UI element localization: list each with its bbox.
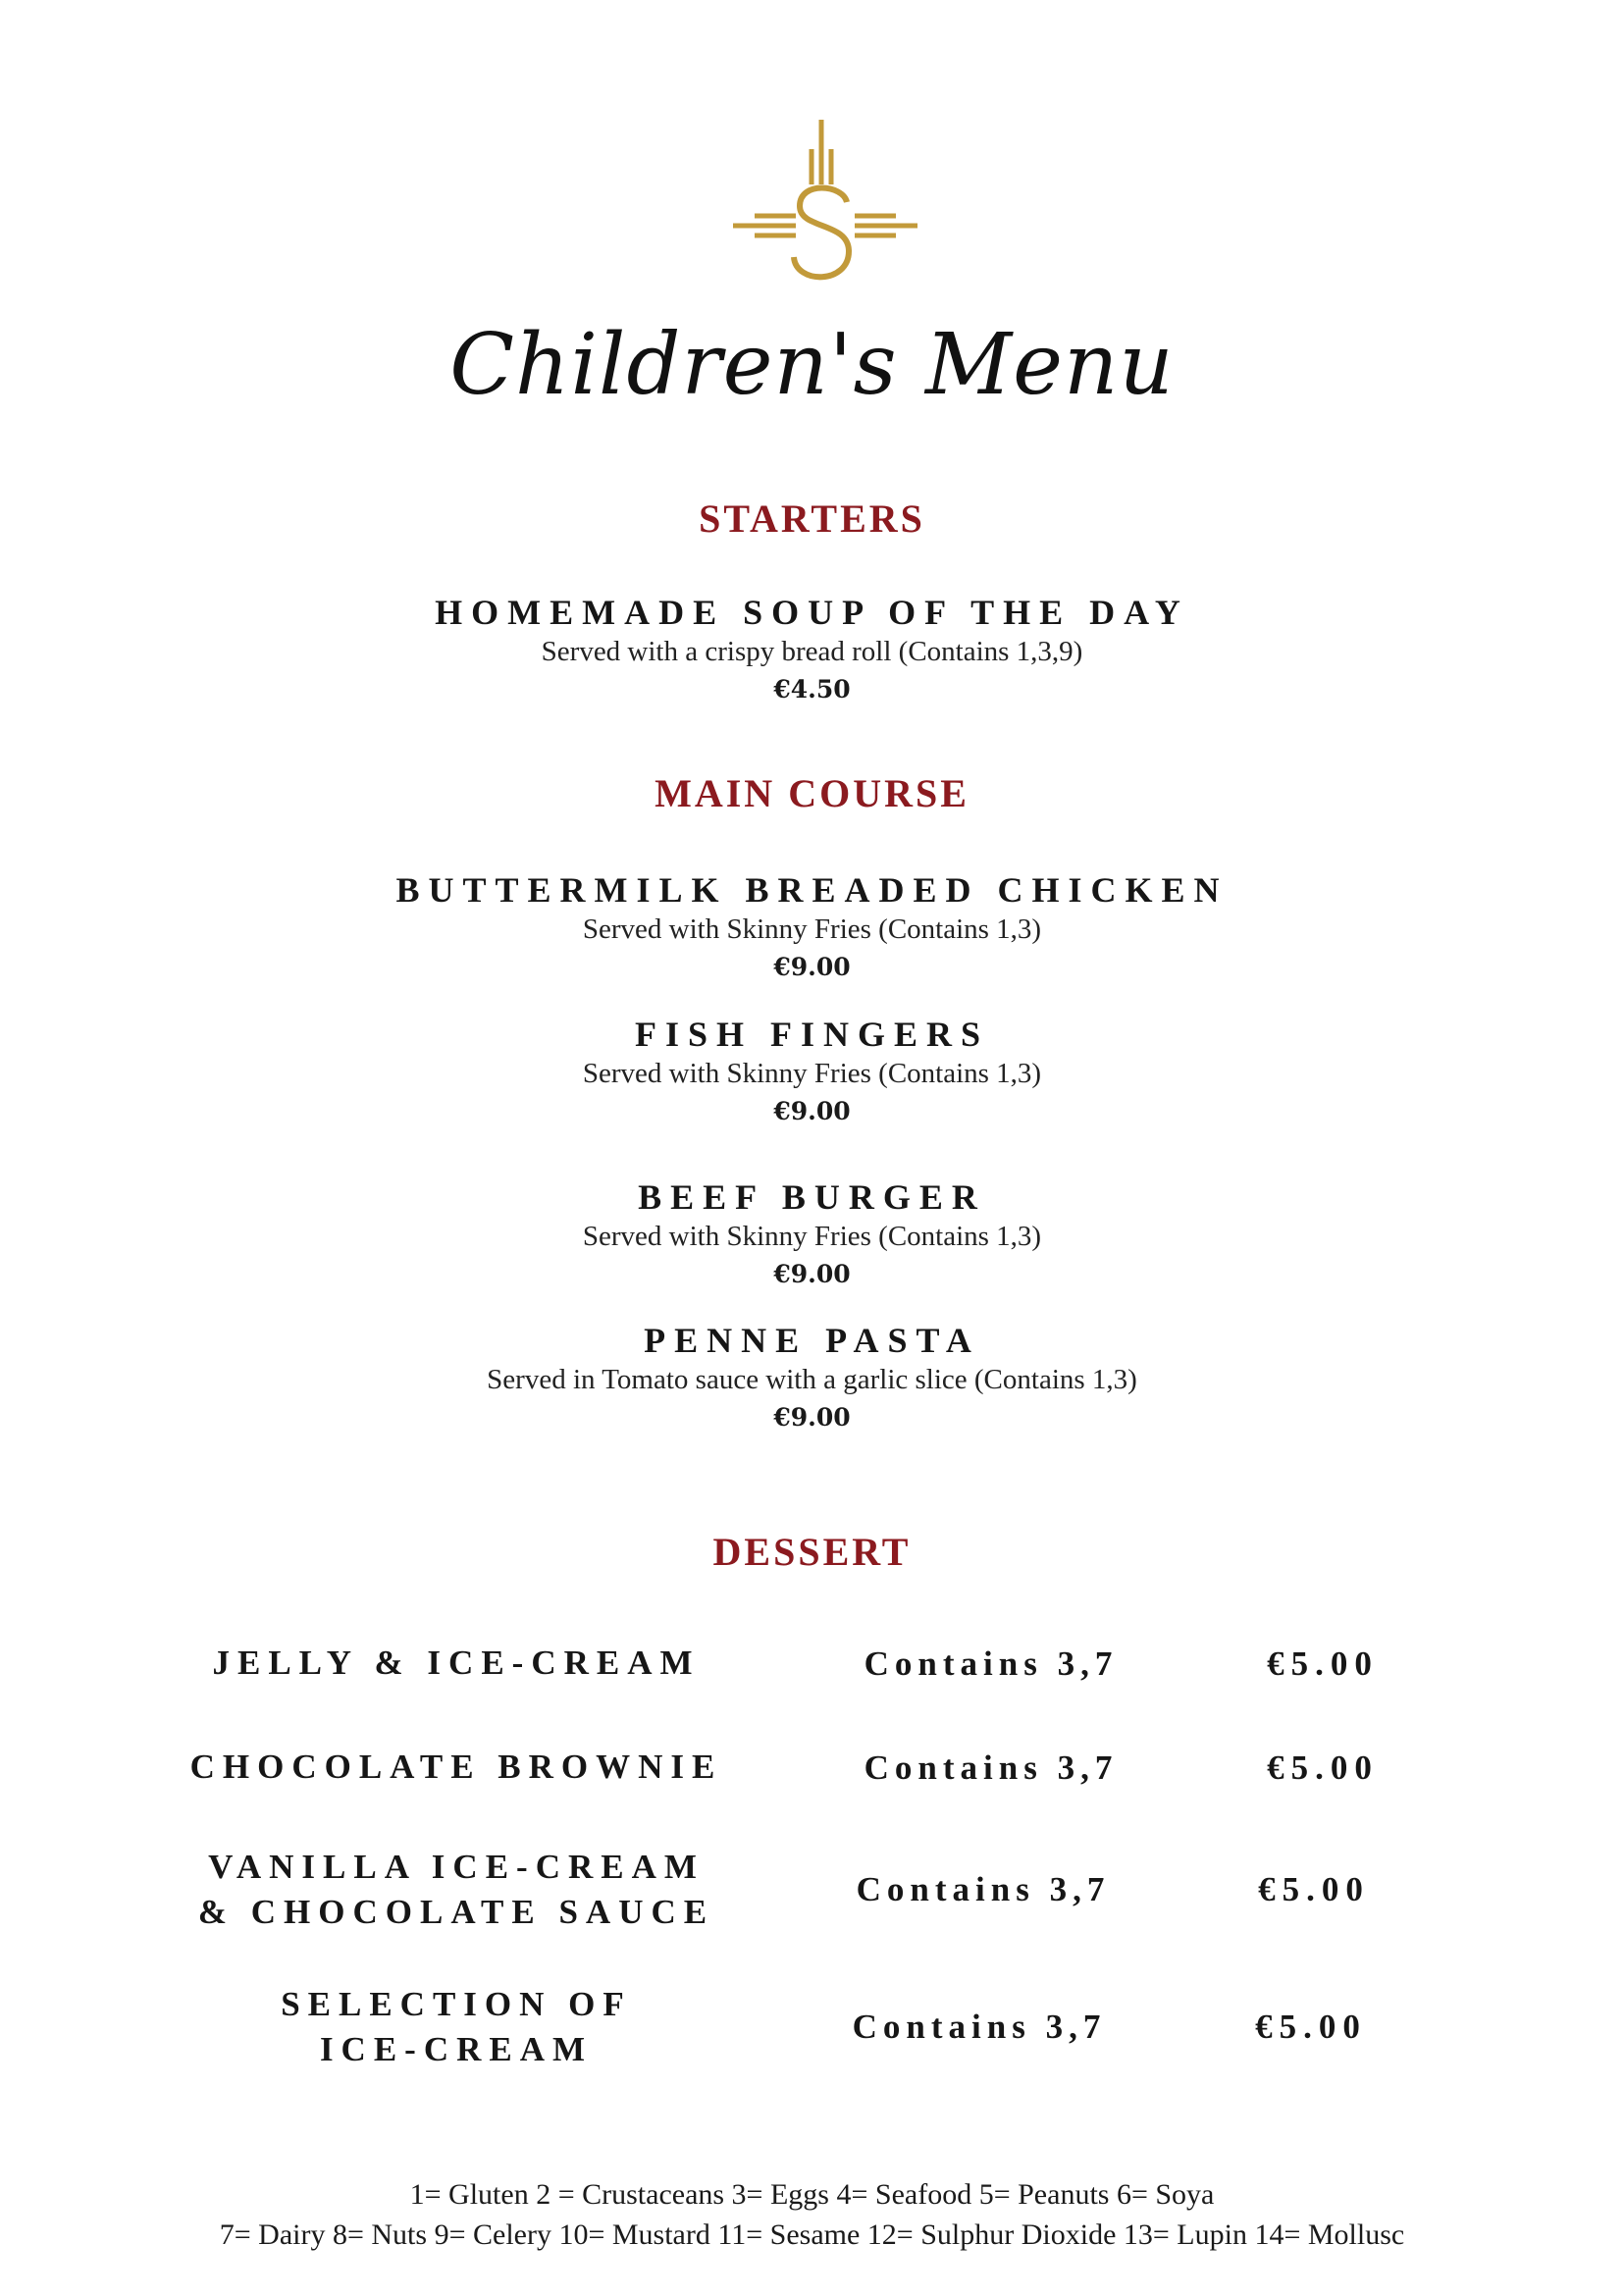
page-title: Children's Menu: [449, 316, 1175, 414]
item-description: Served in Tomato sauce with a garlic slice (Contains 1,3): [487, 1364, 1137, 1395]
item-name: PENNE PASTA: [644, 1321, 980, 1360]
item-name: BUTTERMILK BREADED CHICKEN: [395, 870, 1229, 910]
allergen-legend-line: 7= Dairy 8= Nuts 9= Celery 10= Mustard 11= Sesame 12= Sulphur Dioxide 13= Lupin 14= Mollusc: [219, 2218, 1405, 2251]
dessert-price: €5.00: [1267, 1644, 1379, 1683]
monogram-s-icon: [731, 116, 919, 288]
dessert-contains: Contains 3,7: [856, 1870, 1111, 1908]
item-price: €9.00: [773, 1403, 851, 1432]
menu-item: [0, 870, 1624, 986]
menu-item: [0, 1015, 1624, 1130]
menu-item: [0, 1321, 1624, 1436]
item-price: €9.00: [773, 953, 851, 981]
dessert-name: [142, 1845, 770, 1935]
section-heading-dessert: DESSERT: [712, 1530, 912, 1574]
menu-item: [0, 593, 1624, 708]
dessert-contains: Contains 3,7: [864, 1644, 1119, 1683]
allergen-legend-line: 1= Gluten 2 = Crustaceans 3= Eggs 4= Seafood 5= Peanuts 6= Soya: [409, 2178, 1215, 2211]
dessert-name-line: & CHOCOLATE SAUCE: [197, 1893, 715, 1931]
dessert-name-line: SELECTION OF: [281, 1985, 632, 2023]
item-price: €9.00: [773, 1260, 851, 1288]
item-description: Served with a crispy bread roll (Contains 1,3,9): [541, 636, 1083, 667]
dessert-contains: Contains 3,7: [852, 2008, 1107, 2046]
allergen-legend: [0, 2174, 1624, 2255]
item-name: BEEF BURGER: [638, 1177, 986, 1217]
dessert-name-line: VANILLA ICE-CREAM: [208, 1848, 705, 1886]
item-description: Served with Skinny Fries (Contains 1,3): [582, 913, 1042, 945]
item-name: HOMEMADE SOUP OF THE DAY: [435, 593, 1189, 632]
section-heading-main-course: MAIN COURSE: [655, 771, 969, 815]
dessert-name: CHOCOLATE BROWNIE: [189, 1748, 723, 1786]
dessert-price: €5.00: [1258, 1870, 1370, 1908]
dessert-name: JELLY & ICE-CREAM: [212, 1644, 701, 1682]
dessert-contains: Contains 3,7: [864, 1748, 1119, 1787]
dessert-price: €5.00: [1255, 2008, 1367, 2046]
item-name: FISH FINGERS: [634, 1015, 990, 1054]
menu-item: [0, 1177, 1624, 1293]
dessert-name-line: ICE-CREAM: [319, 2030, 594, 2068]
dessert-price: €5.00: [1267, 1748, 1379, 1787]
item-price: €9.00: [773, 1097, 851, 1125]
item-description: Served with Skinny Fries (Contains 1,3): [582, 1221, 1042, 1252]
item-description: Served with Skinny Fries (Contains 1,3): [582, 1058, 1042, 1089]
dessert-name: [142, 1982, 770, 2072]
section-heading-starters: STARTERS: [699, 496, 925, 541]
item-price: €4.50: [773, 675, 851, 704]
